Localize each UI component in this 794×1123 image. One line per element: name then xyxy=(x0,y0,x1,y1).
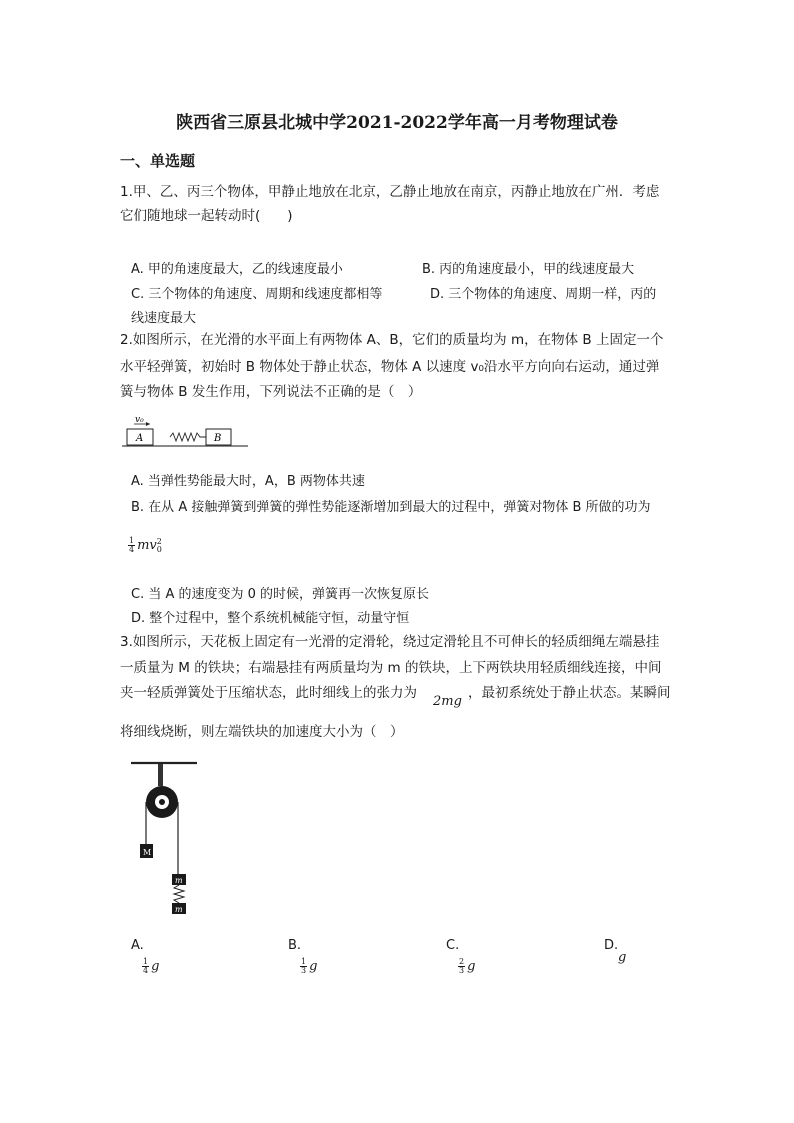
q3-option-d-formula: g xyxy=(618,950,627,965)
q3-tension-formula: 2mg xyxy=(433,694,462,709)
q2-option-c: C. 当 A 的速度变为 0 的时候，弹簧再一次恢复原长 xyxy=(131,587,430,602)
pulley-axle xyxy=(159,799,165,805)
q3-fig-m2-label: m xyxy=(175,905,183,914)
q1-option-d: D. 三个物体的角速度、周期一样，丙的 xyxy=(430,287,657,302)
q3-fig-m1-label: m xyxy=(175,876,183,885)
q2-spring-blocks-figure xyxy=(120,408,250,452)
q3-option-c-label: C. xyxy=(446,938,460,953)
q3-stem-line1: 3.如图所示，天花板上固定有一光滑的定滑轮，绕过定滑轮且不可伸长的轻质细绳左端悬挂 xyxy=(120,634,660,650)
q2-fraction: $\frac{1}{4}$ xyxy=(129,536,135,554)
q2-option-b: B. 在从 A 接触弹簧到弹簧的弹性势能逐渐增加到最大的过程中，弹簧对物体 B 所做的功为 xyxy=(131,500,651,515)
q3-stem-line3a: 夹一轻质弹簧处于压缩状态，此时细线上的张力为 xyxy=(120,685,417,701)
q1-stem-line1: 1.甲、乙、丙三个物体，甲静止地放在北京，乙静止地放在南京，丙静止地放在广州．考虑 xyxy=(120,184,660,200)
q3-spring xyxy=(174,885,184,903)
q1-option-a: A. 甲的角速度最大，乙的线速度最小 xyxy=(131,262,343,277)
q3-option-c-formula: $\frac{2}{3}$ g xyxy=(459,957,476,975)
q2-stem-line1: 2.如图所示，在光滑的水平面上有两物体 A、B，它们的质量均为 m，在物体 B 上固定一个 xyxy=(120,332,664,348)
q3-option-d-label: D. xyxy=(604,938,619,953)
q3-option-b-label: B. xyxy=(288,938,302,953)
q1-option-d-cont: 线速度最大 xyxy=(131,311,197,326)
q3-pulley-figure xyxy=(128,758,200,920)
q3-stem-line4: 将细线烧断，则左端铁块的加速度大小为（ ） xyxy=(120,724,404,740)
velocity-arrowhead xyxy=(146,422,150,426)
q2-fig-b-label: B xyxy=(214,433,222,444)
q1-option-b: B. 丙的角速度最小，甲的线速度最大 xyxy=(422,262,635,277)
q3-stem-line3b: ，最初系统处于静止状态。某瞬间 xyxy=(468,685,671,701)
q1-option-c: C. 三个物体的角速度、周期和线速度都相等 xyxy=(131,287,383,302)
q2-stem-line2: 水平轻弹簧，初始时 B 物体处于静止状态，物体 A 以速度 v₀沿水平方向向右运动，通过弹 xyxy=(120,359,660,375)
q2-option-d: D. 整个过程中，整个系统机械能守恒，动量守恒 xyxy=(131,611,410,626)
spring xyxy=(170,433,206,441)
q1-stem-line2: 它们随地球一起转动时( ) xyxy=(120,208,293,224)
q2-fig-v0-label: v₀ xyxy=(135,415,144,425)
q2-option-a: A. 当弹性势能最大时，A，B 两物体共速 xyxy=(131,474,365,489)
q3-stem-line2: 一质量为 M 的铁块；右端悬挂有两质量均为 m 的铁块，上下两铁块用轻质细线连接，中间 xyxy=(120,660,662,676)
q2-option-b-formula: $\frac{1}{4}$ mv 2 0 xyxy=(129,536,162,554)
q2-fig-a-label: A xyxy=(136,433,144,444)
pulley-mount xyxy=(158,764,163,786)
page-title: 陕西省三原县北城中学2021-2022学年高一月考物理试卷 xyxy=(176,113,618,133)
q3-option-b-formula: $\frac{1}{3}$ g xyxy=(301,957,318,975)
q3-option-a-formula: $\frac{1}{4}$ g xyxy=(143,957,160,975)
section-heading: 一、单选题 xyxy=(120,152,196,170)
q3-option-a-label: A. xyxy=(131,938,144,953)
q3-fig-M-label: M xyxy=(143,848,152,857)
q2-stem-line3: 簧与物体 B 发生作用，下列说法不正确的是（ ） xyxy=(120,384,422,400)
